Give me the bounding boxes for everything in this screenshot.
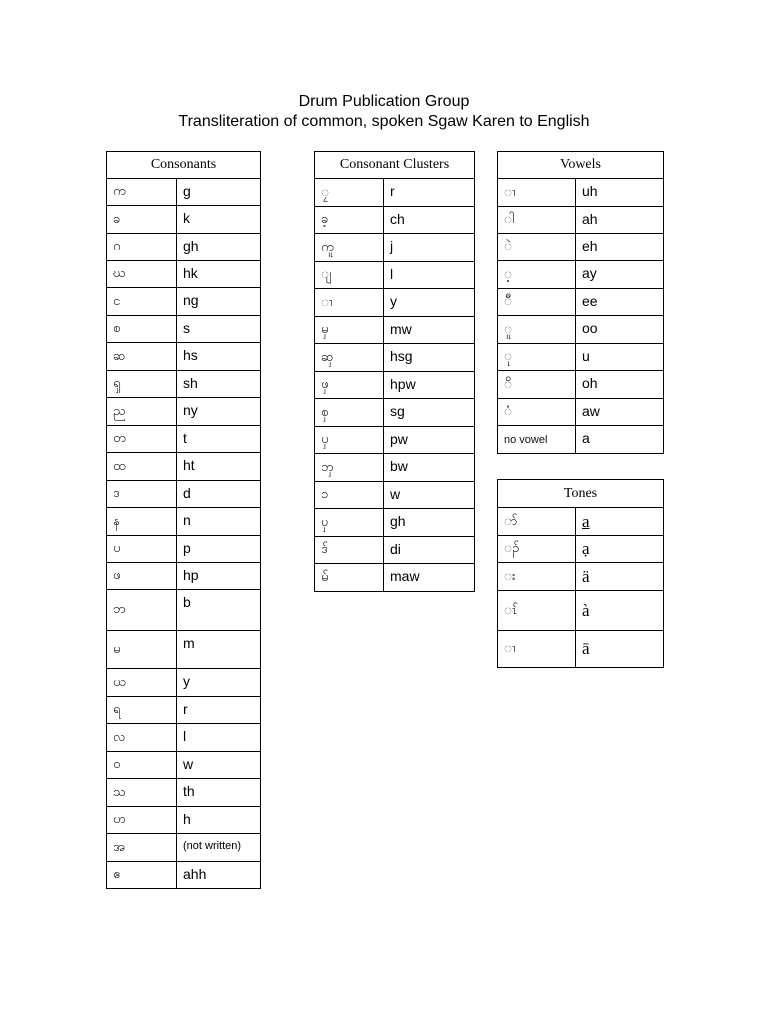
consonants-symbol: ထ [107, 453, 177, 481]
clusters-transliteration: ch [384, 207, 475, 234]
vowels-row [498, 234, 664, 261]
clusters-row [315, 317, 475, 344]
vowels-symbol: ု [498, 344, 576, 371]
tones-row [498, 508, 664, 536]
clusters-transliteration: gh [384, 509, 475, 537]
tones-row [498, 536, 664, 563]
vowels-symbol: ီ [498, 289, 576, 316]
consonants-transliteration: ny [177, 398, 261, 426]
clusters-row [315, 179, 475, 207]
tones-header: Tones [498, 480, 664, 508]
clusters-row [315, 289, 475, 317]
vowels-transliteration: a [576, 426, 664, 454]
clusters-transliteration: hsg [384, 344, 475, 372]
document-title: Drum Publication Group [298, 93, 470, 110]
clusters-transliteration: mw [384, 317, 475, 344]
clusters-row [315, 454, 475, 482]
clusters-transliteration: di [384, 537, 475, 564]
vowels-body [498, 179, 664, 454]
vowels-symbol: ံ [498, 399, 576, 426]
consonants-transliteration: s [177, 316, 261, 343]
consonants-symbol: ဃ [107, 261, 177, 288]
tones-symbol: ၤ် [498, 591, 576, 631]
consonants-header: Consonants [107, 152, 261, 179]
consonants-transliteration: d [177, 481, 261, 508]
vowels-transliteration: eh [576, 234, 664, 261]
clusters-symbol: ဘှ [315, 454, 384, 482]
clusters-row [315, 207, 475, 234]
clusters-transliteration: r [384, 179, 475, 207]
clusters-row [315, 399, 475, 427]
vowels-row [498, 316, 664, 344]
consonants-symbol: လ [107, 724, 177, 752]
consonants-row [107, 343, 261, 371]
consonants-symbol: ရ [107, 697, 177, 724]
clusters-row [315, 537, 475, 564]
consonants-symbol: ပ [107, 536, 177, 563]
consonants-table [106, 151, 261, 889]
vowels-transliteration: oo [576, 316, 664, 344]
consonants-symbol: သ [107, 779, 177, 807]
consonants-row [107, 508, 261, 536]
vowels-symbol: ့ [498, 261, 576, 289]
consonants-transliteration: y [177, 669, 261, 697]
consonants-row [107, 724, 261, 752]
clusters-symbol: ပှ [315, 427, 384, 454]
clusters-transliteration: hpw [384, 372, 475, 399]
tones-symbol: ၣ် [498, 536, 576, 563]
consonants-row [107, 206, 261, 234]
tones-row [498, 563, 664, 591]
tones-row [498, 631, 664, 668]
vowels-transliteration: ay [576, 261, 664, 289]
vowels-symbol: no vowel [498, 426, 576, 454]
consonants-symbol: က [107, 179, 177, 206]
consonants-transliteration: sh [177, 371, 261, 398]
clusters-transliteration: bw [384, 454, 475, 482]
clusters-symbol: မ် [315, 564, 384, 592]
consonants-transliteration: hs [177, 343, 261, 371]
consonants-row [107, 669, 261, 697]
vowels-symbol: ါ [498, 207, 576, 234]
consonants-symbol: ဒ [107, 481, 177, 508]
consonants-row [107, 398, 261, 426]
consonants-transliteration: h [177, 807, 261, 834]
clusters-transliteration: j [384, 234, 475, 262]
consonants-transliteration: ht [177, 453, 261, 481]
consonants-symbol: ဖ [107, 563, 177, 590]
consonant-clusters-body [315, 179, 475, 592]
consonants-symbol: ဟ [107, 807, 177, 834]
consonants-symbol: ဂ [107, 234, 177, 261]
consonants-symbol: ည [107, 398, 177, 426]
consonants-row [107, 590, 261, 631]
clusters-symbol: ဆှ [315, 344, 384, 372]
clusters-transliteration: pw [384, 427, 475, 454]
consonants-row [107, 453, 261, 481]
consonant-clusters-header: Consonant Clusters [315, 152, 475, 179]
consonants-transliteration: ng [177, 288, 261, 316]
consonants-transliteration: th [177, 779, 261, 807]
consonants-row [107, 536, 261, 563]
clusters-row [315, 482, 475, 509]
consonants-transliteration: b [177, 590, 261, 631]
vowels-transliteration: oh [576, 371, 664, 399]
vowels-symbol: ိ [498, 371, 576, 399]
vowels-table [497, 151, 664, 454]
clusters-row [315, 234, 475, 262]
vowels-row [498, 179, 664, 207]
consonants-symbol: ဧ [107, 862, 177, 889]
consonants-symbol: ၡ [107, 371, 177, 398]
consonants-row [107, 834, 261, 862]
consonants-transliteration: w [177, 752, 261, 779]
clusters-symbol: ၠ [315, 179, 384, 207]
clusters-row [315, 372, 475, 399]
consonants-row [107, 234, 261, 261]
clusters-symbol: ၦ [315, 509, 384, 537]
vowels-transliteration: ee [576, 289, 664, 316]
consonants-row [107, 697, 261, 724]
consonants-row [107, 261, 261, 288]
vowels-row [498, 261, 664, 289]
tones-transliteration: à [576, 591, 664, 631]
vowels-symbol: ူ [498, 316, 576, 344]
clusters-symbol: ၢ [315, 289, 384, 317]
vowels-symbol: ဲ [498, 234, 576, 261]
consonants-symbol: ဆ [107, 343, 177, 371]
clusters-symbol: ဖှ [315, 372, 384, 399]
consonants-transliteration: (not written) [177, 834, 261, 862]
vowels-transliteration: u [576, 344, 664, 371]
consonants-row [107, 807, 261, 834]
consonant-clusters-table [314, 151, 475, 592]
consonants-symbol: စ [107, 316, 177, 343]
consonants-symbol: အ [107, 834, 177, 862]
consonants-row [107, 563, 261, 590]
tones-symbol: ၢ [498, 631, 576, 668]
consonants-transliteration: gh [177, 234, 261, 261]
vowels-row [498, 289, 664, 316]
clusters-row [315, 427, 475, 454]
consonants-symbol: ယ [107, 669, 177, 697]
consonants-body [107, 179, 261, 889]
vowels-header: Vowels [498, 152, 664, 179]
consonants-row [107, 779, 261, 807]
vowels-row [498, 399, 664, 426]
clusters-transliteration: w [384, 482, 475, 509]
consonants-transliteration: hp [177, 563, 261, 590]
clusters-row [315, 262, 475, 289]
tones-transliteration: ä [576, 563, 664, 591]
tones-symbol: ာ် [498, 508, 576, 536]
clusters-row [315, 509, 475, 537]
vowels-row [498, 344, 664, 371]
document-subtitle: Transliteration of common, spoken Sgaw Karen to English [178, 113, 590, 130]
clusters-symbol: ခ့ [315, 207, 384, 234]
vowels-transliteration: ah [576, 207, 664, 234]
consonants-row [107, 752, 261, 779]
vowels-row [498, 371, 664, 399]
consonants-row [107, 371, 261, 398]
consonants-transliteration: k [177, 206, 261, 234]
consonants-transliteration: n [177, 508, 261, 536]
consonants-transliteration: r [177, 697, 261, 724]
clusters-symbol: မှ [315, 317, 384, 344]
consonants-transliteration: l [177, 724, 261, 752]
consonants-row [107, 316, 261, 343]
vowels-transliteration: uh [576, 179, 664, 207]
vowels-transliteration: aw [576, 399, 664, 426]
consonants-transliteration: t [177, 426, 261, 453]
vowels-row [498, 426, 664, 454]
clusters-symbol: ၥ [315, 482, 384, 509]
consonants-symbol: တ [107, 426, 177, 453]
consonants-row [107, 481, 261, 508]
consonants-symbol: င [107, 288, 177, 316]
tones-row [498, 591, 664, 631]
consonants-transliteration: g [177, 179, 261, 206]
clusters-row [315, 564, 475, 592]
clusters-symbol: စှ [315, 399, 384, 427]
vowels-row [498, 207, 664, 234]
consonants-transliteration: ahh [177, 862, 261, 889]
consonants-symbol: ဘ [107, 590, 177, 631]
consonants-transliteration: p [177, 536, 261, 563]
tones-transliteration: ạ [576, 536, 664, 563]
vowels-symbol: ၢ [498, 179, 576, 207]
consonants-row [107, 288, 261, 316]
clusters-symbol: ျ [315, 262, 384, 289]
clusters-symbol: ကူ [315, 234, 384, 262]
consonants-row [107, 179, 261, 206]
clusters-transliteration: sg [384, 399, 475, 427]
clusters-row [315, 344, 475, 372]
consonants-symbol: န [107, 508, 177, 536]
tones-transliteration: ā [576, 631, 664, 668]
consonants-symbol: မ [107, 631, 177, 669]
clusters-transliteration: y [384, 289, 475, 317]
consonants-row [107, 862, 261, 889]
clusters-transliteration: l [384, 262, 475, 289]
consonants-transliteration: m [177, 631, 261, 669]
clusters-symbol: ဒ် [315, 537, 384, 564]
consonants-transliteration: hk [177, 261, 261, 288]
consonants-symbol: ဝ [107, 752, 177, 779]
tones-symbol: း [498, 563, 576, 591]
consonants-row [107, 631, 261, 669]
consonants-symbol: ခ [107, 206, 177, 234]
tones-table [497, 479, 664, 668]
tones-body [498, 508, 664, 668]
consonants-row [107, 426, 261, 453]
tones-transliteration: a [576, 508, 664, 536]
clusters-transliteration: maw [384, 564, 475, 592]
